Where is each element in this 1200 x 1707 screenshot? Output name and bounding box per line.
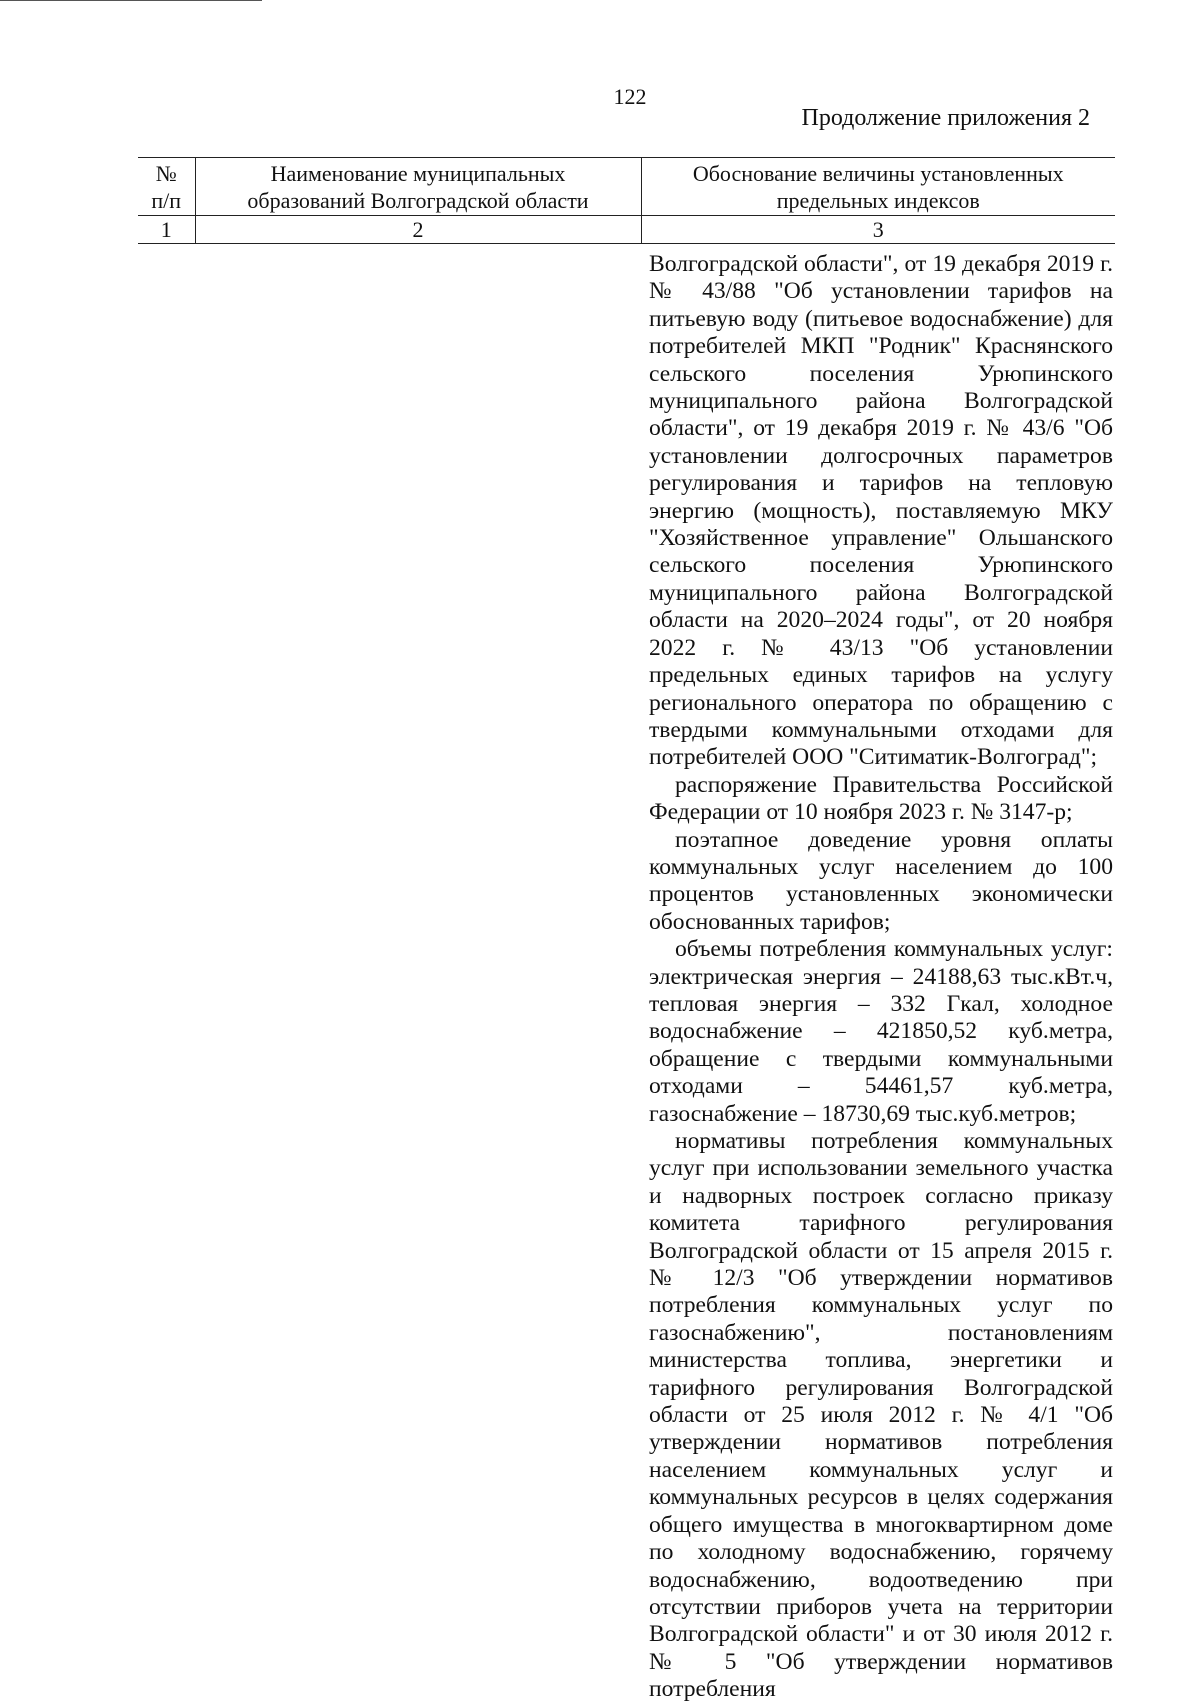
continuation-label: Продолжение приложения 2 xyxy=(801,105,1090,131)
justification-paragraph: поэтапное доведение уровня оплаты коммунальных услуг населением до 100 процентов установленных экономически обоснованных тарифов; xyxy=(649,826,1113,935)
column-index-2: 2 xyxy=(195,216,641,244)
column-header-justification-line1: Обоснование величины установленных xyxy=(692,160,1064,186)
column-header-justification xyxy=(641,158,1115,216)
justification-paragraph: объемы потребления коммунальных услуг: электрическая энергия – 24188,63 тыс.кВт.ч, тепловая энергия – 332 Гкал, холодное водоснабжение – 421850,52 куб.метра, обращение с твердыми коммунальными отходами – 54461,57 куб.метра, газоснабжение – 18730,69 тыс.куб.метров; xyxy=(649,936,1113,1127)
column-index-3: 3 xyxy=(641,216,1115,244)
column-header-justification-line2: предельных индексов xyxy=(776,187,980,213)
justification-paragraph: распоряжение Правительства Российской Федерации от 10 ноября 2023 г. № 3147-р; xyxy=(649,771,1113,826)
column-header-number-line2: п/п xyxy=(151,187,182,213)
column-index-1: 1 xyxy=(138,216,195,244)
justification-text xyxy=(649,251,1113,1704)
column-header-name xyxy=(195,158,641,216)
column-header-number-line1: № xyxy=(155,160,177,186)
justification-paragraph: нормативы потребления коммунальных услуг при использовании земельного участка и надворных построек согласно приказу комитета тарифного регулирования Волгоградской области от 15 апреля 2015 г. № 12/3 "Об утверждении нормативов потребления коммунальных услуг по газоснабжению", постановлениям министерства топлива, энергетики и тарифного регулирования Волгоградской области от 25 июля 2012 г. № 4/1 "Об утверждении нормативов потребления населением коммунальных услуг и коммунальных ресурсов в целях содержания общего имущества в многоквартирном доме по холодному водоснабжению, горячему водоснабжению, водоотведению при отсутствии приборов учета на территории Волгоградской области" и от 30 июля 2012 г. № 5 "Об утверждении нормативов потребления xyxy=(649,1128,1113,1703)
justification-paragraph: Волгоградской области", от 19 декабря 2019 г. № 43/88 "Об установлении тарифов на питьевую воду (питьевое водоснабжение) для потребителей МКП "Родник" Краснянского сельского поселения Урюпинского муниципального района Волгоградской области", от 19 декабря 2019 г. № 43/6 "Об установлении долгосрочных параметров регулирования и тарифов на тепловую энергию (мощность), поставляемую МКУ "Хозяйственное управление" Ольшанского сельского поселения Урюпинского муниципального района Волгоградской области на 2020–2024 годы", от 20 ноября 2022 г. № 43/13 "Об установлении предельных единых тарифов на услугу регионального оператора по обращению с твердыми коммунальными отходами для потребителей ООО "Ситиматик-Волгоград"; xyxy=(649,251,1113,771)
column-header-name-line2: образований Волгоградской области xyxy=(247,187,589,213)
page-number: 122 xyxy=(613,84,647,109)
appendix-table-header xyxy=(138,157,1115,244)
scan-edge-rule xyxy=(0,0,262,1)
column-header-name-line1: Наименование муниципальных xyxy=(270,160,566,186)
column-header-number xyxy=(138,158,195,216)
